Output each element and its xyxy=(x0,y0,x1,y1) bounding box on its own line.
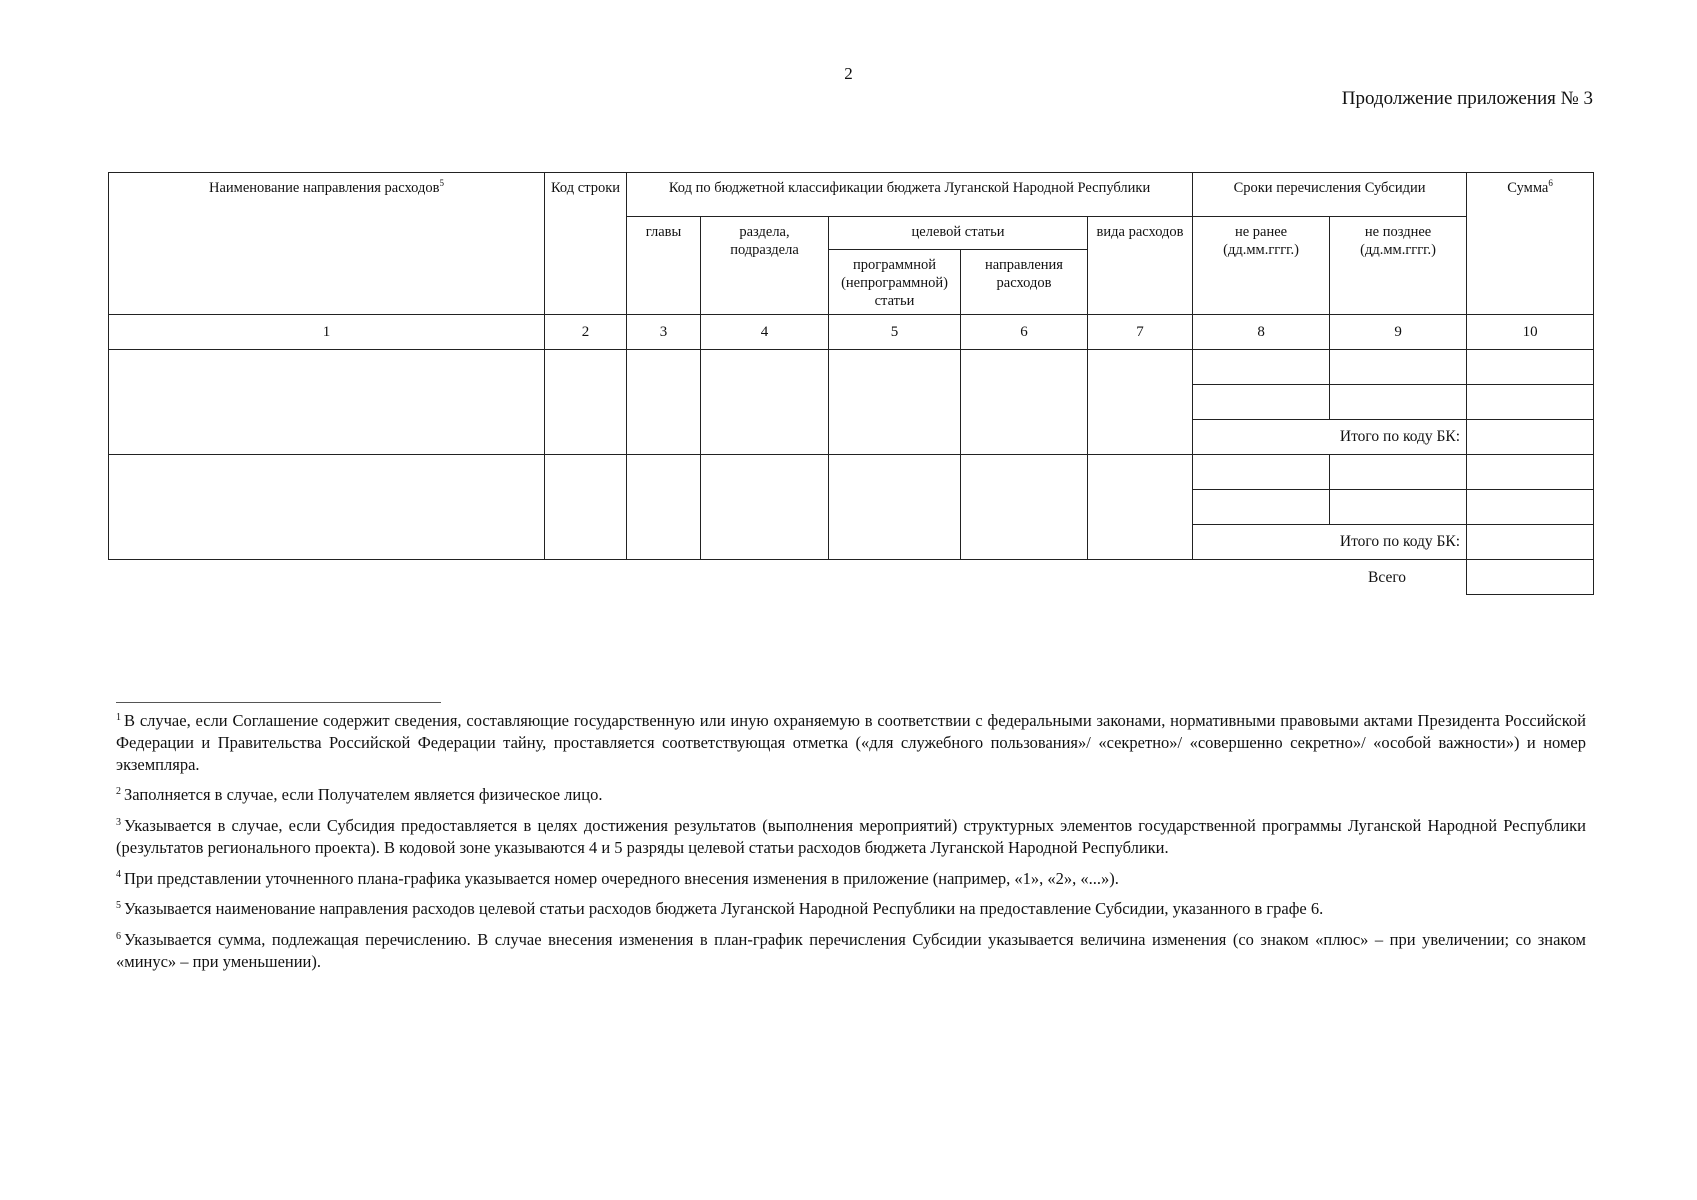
table-row xyxy=(109,455,1594,490)
cell-direction[interactable] xyxy=(961,455,1088,560)
cell-not-later[interactable] xyxy=(1330,490,1467,525)
cell-expense-type[interactable] xyxy=(1088,350,1193,455)
footnote-4: $^4$ При представлении уточненного плана-графика указывается номер очередного внесения изменения в приложение (например, «1», «2», «...»). xyxy=(116,868,1119,888)
col-number: 7 xyxy=(1088,315,1193,350)
header-direction: направления расходов xyxy=(961,250,1088,315)
cell-not-earlier[interactable] xyxy=(1193,490,1330,525)
cell-program-article[interactable] xyxy=(829,455,961,560)
col-number: 5 xyxy=(829,315,961,350)
cell-not-later[interactable] xyxy=(1330,385,1467,420)
col-number: 4 xyxy=(701,315,829,350)
cell-chapter[interactable] xyxy=(627,350,701,455)
col-number: 3 xyxy=(627,315,701,350)
cell-line-code[interactable] xyxy=(545,350,627,455)
cell-section[interactable] xyxy=(701,455,829,560)
col-number: 9 xyxy=(1330,315,1467,350)
page-number: 2 xyxy=(844,64,853,83)
subtotal-label: Итого по коду БК: xyxy=(1193,525,1467,560)
footnote-5: $^5$ Указывается наименование направления расходов целевой статьи расходов бюджета Луганской Народной Республики на предоставление Субсидии, указанного в графе 6. xyxy=(116,899,1324,919)
cell-section[interactable] xyxy=(701,350,829,455)
header-row-1 xyxy=(109,173,1594,217)
col-number: 6 xyxy=(961,315,1088,350)
header-sum: Сумма$^6$ xyxy=(1467,173,1594,315)
header-not-later: не позднее (дд.мм.гггг.) xyxy=(1330,217,1467,315)
col-number: 1 xyxy=(109,315,545,350)
table-row xyxy=(109,350,1594,385)
cell-expense-direction[interactable] xyxy=(109,350,545,455)
header-target-article: целевой статьи xyxy=(829,217,1088,250)
total-row xyxy=(109,560,1594,595)
transfer-schedule-table xyxy=(108,172,1594,595)
subtotal-label: Итого по коду БК: xyxy=(1193,420,1467,455)
header-budget-classification: Код по бюджетной классификации бюджета Луганской Народной Республики xyxy=(627,173,1193,217)
header-section: раздела, подраздела xyxy=(701,217,829,315)
header-line-code: Код строки xyxy=(545,173,627,315)
header-transfer-terms: Сроки перечисления Субсидии xyxy=(1193,173,1467,217)
total-label: Всего xyxy=(1368,568,1407,586)
footnotes xyxy=(116,710,1586,982)
header-program-article: программной (непрограммной) статьи xyxy=(829,250,961,315)
cell-not-later[interactable] xyxy=(1330,350,1467,385)
cell-sum[interactable] xyxy=(1467,350,1594,385)
header-not-earlier: не ранее (дд.мм.гггг.) xyxy=(1193,217,1330,315)
header-chapter: главы xyxy=(627,217,701,315)
header-expense-direction: Наименование направления расходов$^5$ xyxy=(109,173,545,315)
cell-sum[interactable] xyxy=(1467,490,1594,525)
cell-chapter[interactable] xyxy=(627,455,701,560)
cell-sum[interactable] xyxy=(1467,455,1594,490)
cell-not-earlier[interactable] xyxy=(1193,385,1330,420)
footnote-1: $^1$ В случае, если Соглашение содержит сведения, составляющие государственную или иную охраняемую в соответствии с федеральными законами, нормативными правовыми актами Президента Российской Федерации и Правительства Российской Федерации тайну, проставляется соответствующая отметка («для служебного пользования»/ «секретно»/ «совершенно секретно»/ «особой важности») и номер экземпляра. xyxy=(116,711,1586,774)
total-spacer xyxy=(109,560,1193,595)
col-number: 8 xyxy=(1193,315,1330,350)
cell-subtotal-sum[interactable] xyxy=(1467,420,1594,455)
footnote-6: $^6$ Указывается сумма, подлежащая перечислению. В случае внесения изменения в план-график перечисления Субсидии указывается величина изменения (со знаком «плюс» – при увеличении; со знаком «минус» – при уменьшении). xyxy=(116,930,1586,971)
cell-total-sum[interactable] xyxy=(1467,560,1594,595)
cell-sum[interactable] xyxy=(1467,385,1594,420)
cell-program-article[interactable] xyxy=(829,350,961,455)
column-numbers-row xyxy=(109,315,1594,350)
cell-not-later[interactable] xyxy=(1330,455,1467,490)
footnote-2: $^2$ Заполняется в случае, если Получателем является физическое лицо. xyxy=(116,785,603,805)
cell-expense-direction[interactable] xyxy=(109,455,545,560)
cell-line-code[interactable] xyxy=(545,455,627,560)
footnote-separator xyxy=(116,702,441,703)
col-number: 10 xyxy=(1467,315,1594,350)
cell-subtotal-sum[interactable] xyxy=(1467,525,1594,560)
header-expense-type: вида расходов xyxy=(1088,217,1193,315)
cell-direction[interactable] xyxy=(961,350,1088,455)
footnote-3: $^3$ Указывается в случае, если Субсидия предоставляется в целях достижения результатов (выполнения мероприятий) структурных элементов государственной программы Луганской Народной Республики (результатов регионального проекта). В кодовой зоне указываются 4 и 5 разряды целевой статьи расходов бюджета Луганской Народной Республики. xyxy=(116,816,1586,857)
appendix-continuation-label: Продолжение приложения № 3 xyxy=(1341,88,1593,109)
cell-expense-type[interactable] xyxy=(1088,455,1193,560)
cell-not-earlier[interactable] xyxy=(1193,350,1330,385)
col-number: 2 xyxy=(545,315,627,350)
cell-not-earlier[interactable] xyxy=(1193,455,1330,490)
